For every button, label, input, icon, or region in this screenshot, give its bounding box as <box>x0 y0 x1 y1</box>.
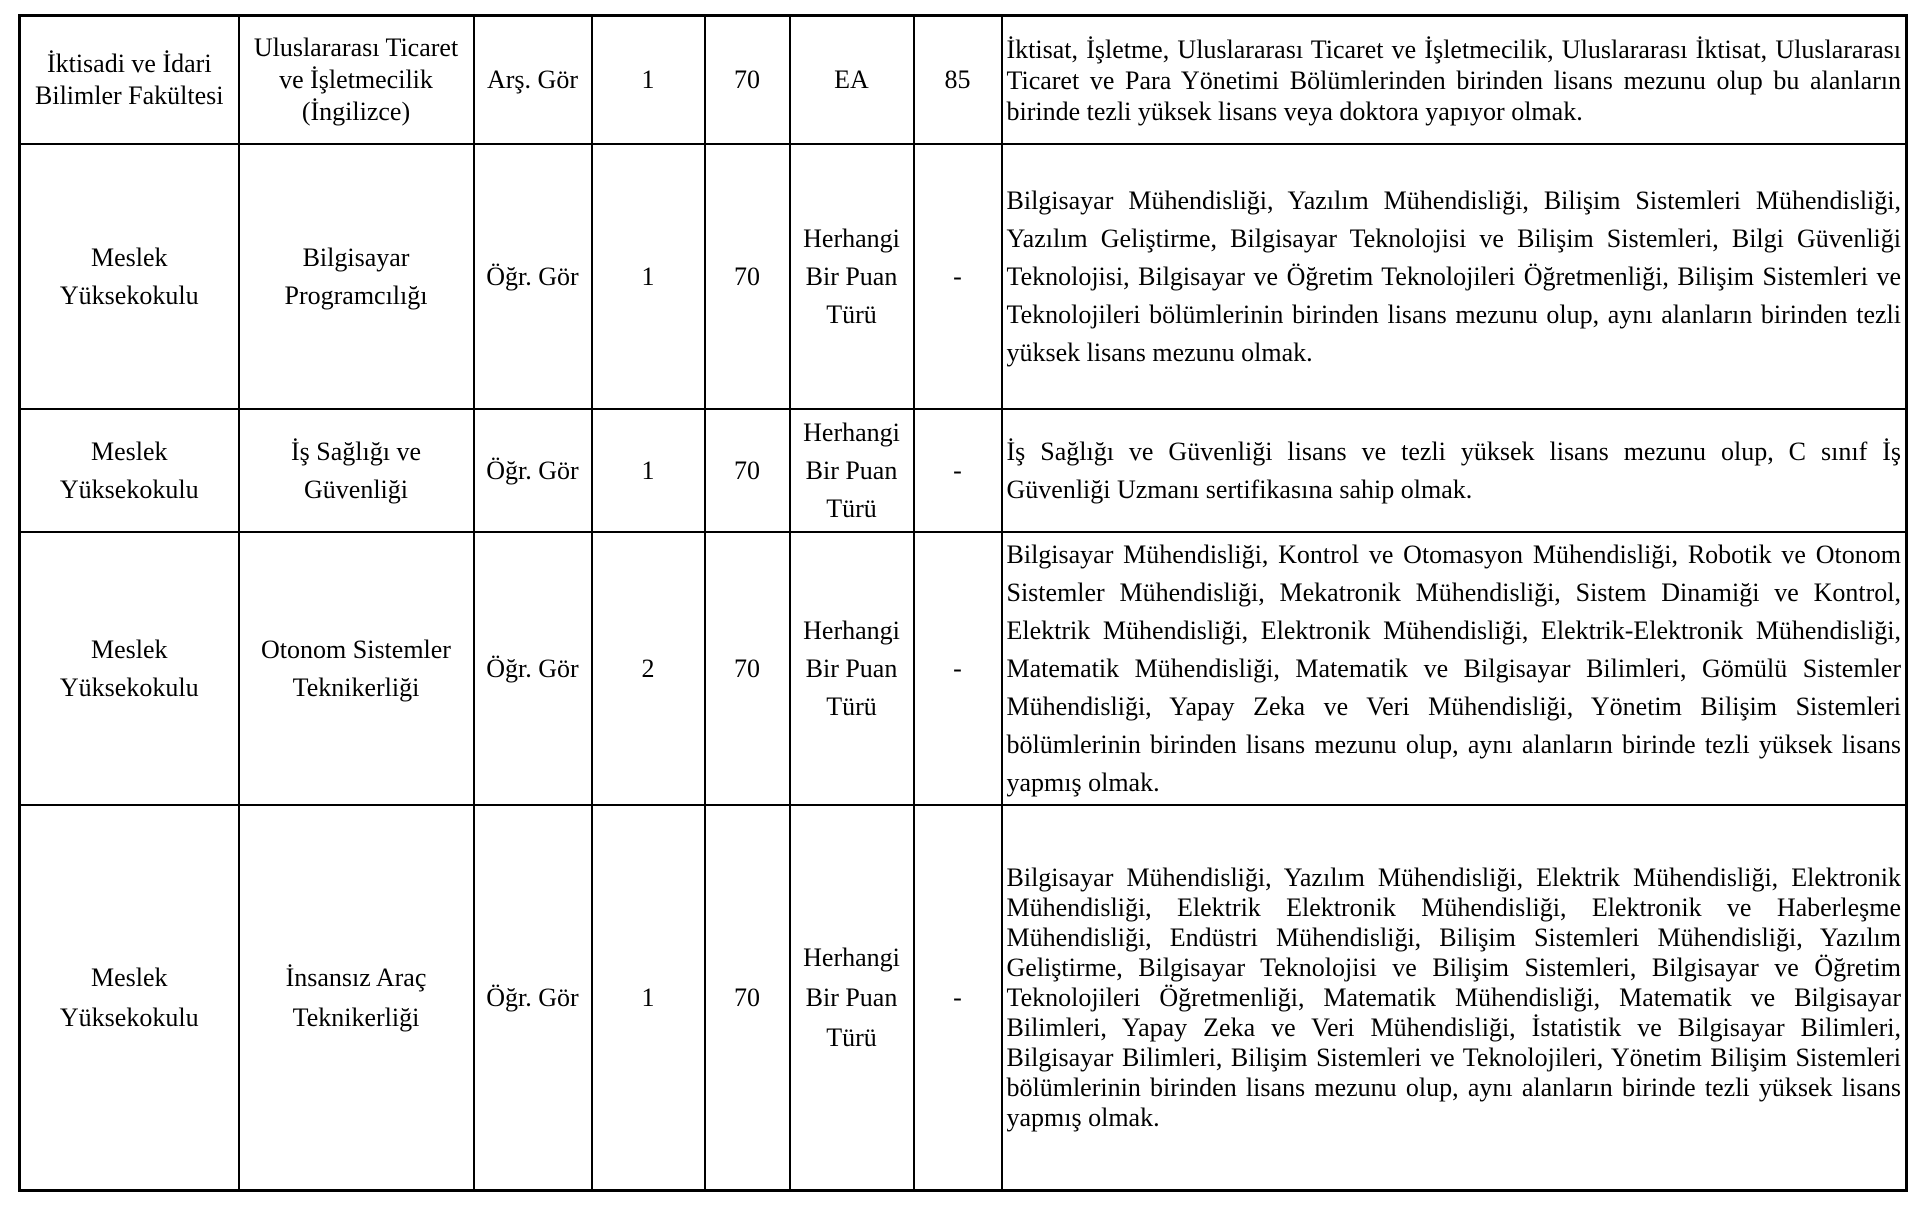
academic-title-cell: Öğr. Gör <box>474 805 592 1191</box>
requirements-cell: Bilgisayar Mühendisliği, Yazılım Mühendisliği, Bilişim Sistemleri Mühendisliği, Yazılım Geliştirme, Bilgisayar Teknolojisi ve Bilişim Sistemleri, Bilgi Güvenliği Teknolojisi, Bilgisayar ve Öğretim Teknolojileri Öğretmenliği, Bilişim Sistemleri ve Teknolojileri bölümlerinin birinden lisans mezunu olup, aynı alanların birinden tezli yüksek lisans mezunu olmak. <box>1002 144 1907 409</box>
score-type-cell: EA <box>790 16 914 145</box>
quota-cell: 2 <box>592 532 705 805</box>
academic-title-cell: Öğr. Gör <box>474 144 592 409</box>
job-postings-table <box>18 14 1908 1192</box>
table-row <box>20 532 1907 805</box>
table-row <box>20 144 1907 409</box>
academic-title-cell: Öğr. Gör <box>474 409 592 532</box>
program-cell: Otonom Sistemler Teknikerliği <box>239 532 474 805</box>
quota-cell: 1 <box>592 805 705 1191</box>
academic-title-cell: Arş. Gör <box>474 16 592 145</box>
score-type-cell: Herhangi Bir Puan Türü <box>790 805 914 1191</box>
program-cell: İş Sağlığı ve Güvenliği <box>239 409 474 532</box>
faculty-cell: İktisadi ve İdari Bilimler Fakültesi <box>20 16 239 145</box>
table-row <box>20 409 1907 532</box>
ales-score-cell: 70 <box>705 409 790 532</box>
faculty-cell: Meslek Yüksekokulu <box>20 144 239 409</box>
quota-cell: 1 <box>592 409 705 532</box>
faculty-cell: Meslek Yüksekokulu <box>20 409 239 532</box>
academic-title-cell: Öğr. Gör <box>474 532 592 805</box>
ales-score-cell: 70 <box>705 532 790 805</box>
table-row <box>20 805 1907 1191</box>
program-cell: İnsansız Araç Teknikerliği <box>239 805 474 1191</box>
language-score-cell: - <box>914 805 1002 1191</box>
job-postings-table-wrapper <box>18 14 1905 1192</box>
requirements-cell: İktisat, İşletme, Uluslararası Ticaret ve İşletmecilik, Uluslararası İktisat, Uluslararası Ticaret ve Para Yönetimi Bölümlerinden birinden lisans mezunu olup bu alanların birinde tezli yüksek lisans veya doktora yapıyor olmak. <box>1002 16 1907 145</box>
ales-score-cell: 70 <box>705 144 790 409</box>
requirements-cell: İş Sağlığı ve Güvenliği lisans ve tezli yüksek lisans mezunu olup, C sınıf İş Güvenliği Uzmanı sertifikasına sahip olmak. <box>1002 409 1907 532</box>
faculty-cell: Meslek Yüksekokulu <box>20 805 239 1191</box>
language-score-cell: 85 <box>914 16 1002 145</box>
program-cell: Bilgisayar Programcılığı <box>239 144 474 409</box>
score-type-cell: Herhangi Bir Puan Türü <box>790 144 914 409</box>
table-row <box>20 16 1907 145</box>
quota-cell: 1 <box>592 16 705 145</box>
ales-score-cell: 70 <box>705 805 790 1191</box>
language-score-cell: - <box>914 532 1002 805</box>
faculty-cell: Meslek Yüksekokulu <box>20 532 239 805</box>
requirements-cell: Bilgisayar Mühendisliği, Kontrol ve Otomasyon Mühendisliği, Robotik ve Otonom Sistemler Mühendisliği, Mekatronik Mühendisliği, Sistem Dinamiği ve Kontrol, Elektrik Mühendisliği, Elektronik Mühendisliği, Elektrik-Elektronik Mühendisliği, Matematik Mühendisliği, Matematik ve Bilgisayar Bilimleri, Gömülü Sistemler Mühendisliği, Yapay Zeka ve Veri Mühendisliği, Yönetim Bilişim Sistemleri bölümlerinin birinden lisans mezunu olup, aynı alanların birinde tezli yüksek lisans yapmış olmak. <box>1002 532 1907 805</box>
quota-cell: 1 <box>592 144 705 409</box>
language-score-cell: - <box>914 409 1002 532</box>
score-type-cell: Herhangi Bir Puan Türü <box>790 532 914 805</box>
language-score-cell: - <box>914 144 1002 409</box>
ales-score-cell: 70 <box>705 16 790 145</box>
program-cell: Uluslararası Ticaret ve İşletmecilik (İngilizce) <box>239 16 474 145</box>
requirements-cell: Bilgisayar Mühendisliği, Yazılım Mühendisliği, Elektrik Mühendisliği, Elektronik Mühendisliği, Elektrik Elektronik Mühendisliği, Elektronik ve Haberleşme Mühendisliği, Endüstri Mühendisliği, Bilişim Sistemleri Mühendisliği, Yazılım Geliştirme, Bilgisayar Teknolojisi ve Bilişim Sistemleri, Bilgisayar ve Öğretim Teknolojileri Öğretmenliği, Matematik Mühendisliği, Matematik ve Bilgisayar Bilimleri, Yapay Zeka ve Veri Mühendisliği, İstatistik ve Bilgisayar Bilimleri, Bilgisayar Bilimleri, Bilişim Sistemleri ve Teknolojileri, Yönetim Bilişim Sistemleri bölümlerinin birinden lisans mezunu olup, aynı alanların birinde tezli yüksek lisans yapmış olmak. <box>1002 805 1907 1191</box>
score-type-cell: Herhangi Bir Puan Türü <box>790 409 914 532</box>
